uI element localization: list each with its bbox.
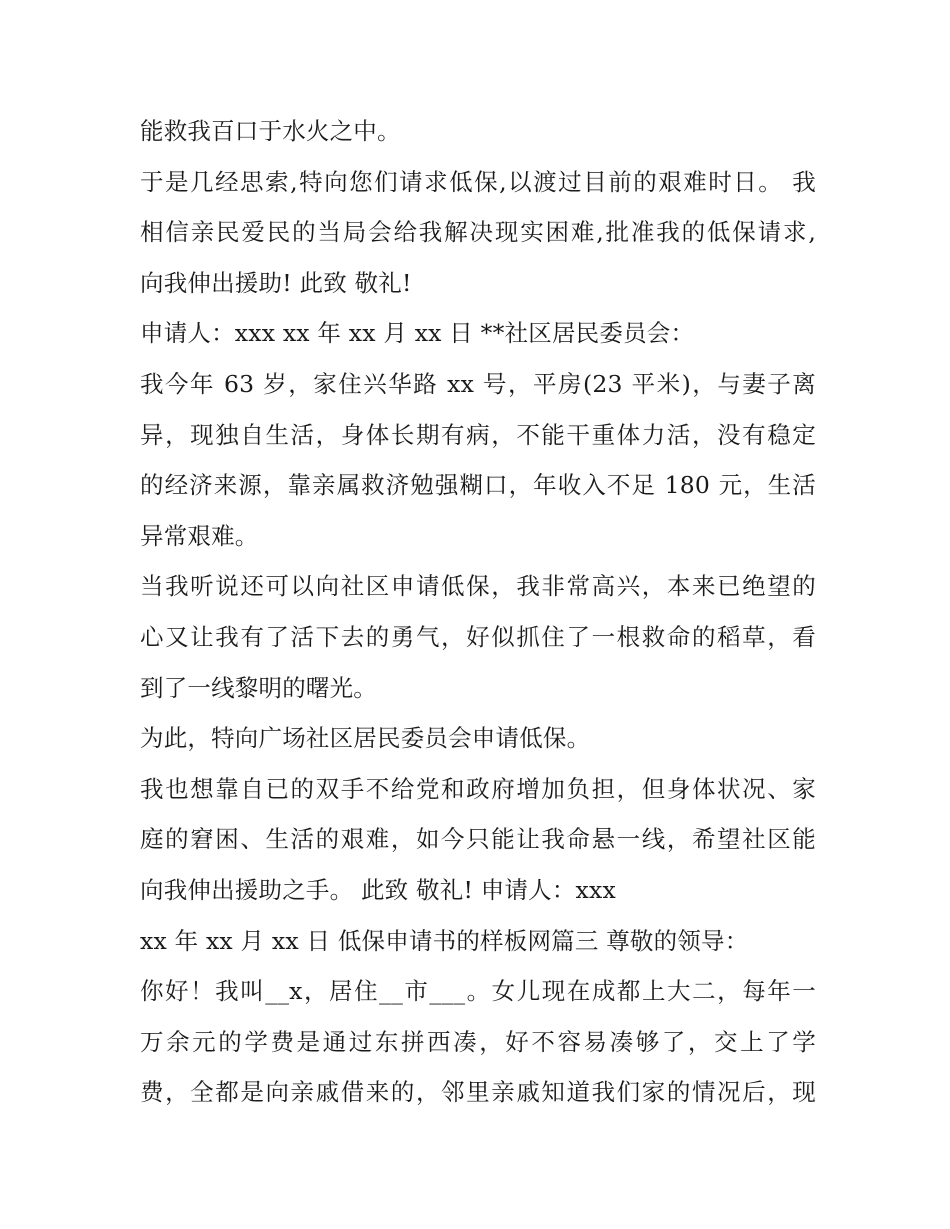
text-line: 你好！我叫__x，居住__市___。女儿现在成都上大二，每年一 <box>140 977 816 1006</box>
text-line: 申请人：xxx xx 年 xx 月 xx 日 **社区居民委员会： <box>140 319 695 348</box>
text-line: 我今年 63 岁，家住兴华路 xx 号，平房(23 平米)，与妻子离 <box>140 369 816 398</box>
text-line: 向我伸出援助之手。 此致 敬礼! 申请人：xxx <box>140 875 616 904</box>
text-line: 万余元的学费是通过东拼西凑，好不容易凑够了，交上了学 <box>140 1027 816 1056</box>
text-line: 能救我百口于水火之中。 <box>140 117 401 145</box>
document-body <box>140 106 816 1118</box>
text-line: 的经济来源，靠亲属救济勉强糊口，年收入不足 180 元，生活 <box>140 471 816 500</box>
text-line: 异常艰难。 <box>140 521 259 550</box>
text-line: 庭的窘困、生活的艰难，如今只能让我命悬一线，希望社区能 <box>140 825 816 854</box>
text-line: 向我伸出援助! 此致 敬礼! <box>140 268 412 297</box>
text-line: 相信亲民爱民的当局会给我解决现实困难,批准我的低保请求, <box>140 218 816 247</box>
text-line: 于是几经思索,特向您们请求低保,以渡过目前的艰难时日。 我 <box>140 167 816 196</box>
text-line: 我也想靠自已的双手不给党和政府增加负担，但身体状况、家 <box>140 774 816 803</box>
text-line: 当我听说还可以向社区申请低保，我非常高兴，本来已绝望的 <box>140 572 816 601</box>
text-line: 为此，特向广场社区居民委员会申请低保。 <box>140 724 591 753</box>
text-line: 异，现独自生活，身体长期有病，不能干重体力活，没有稳定 <box>140 420 816 449</box>
text-line: 到了一线黎明的曙光。 <box>140 673 377 702</box>
text-line: 费，全都是向亲戚借来的，邻里亲戚知道我们家的情况后，现 <box>140 1078 816 1107</box>
text-line: 心又让我有了活下去的勇气，好似抓住了一根救命的稻草，看 <box>140 622 816 651</box>
text-line: xx 年 xx 月 xx 日 低保申请书的样板网篇三 尊敬的领导： <box>140 926 749 955</box>
